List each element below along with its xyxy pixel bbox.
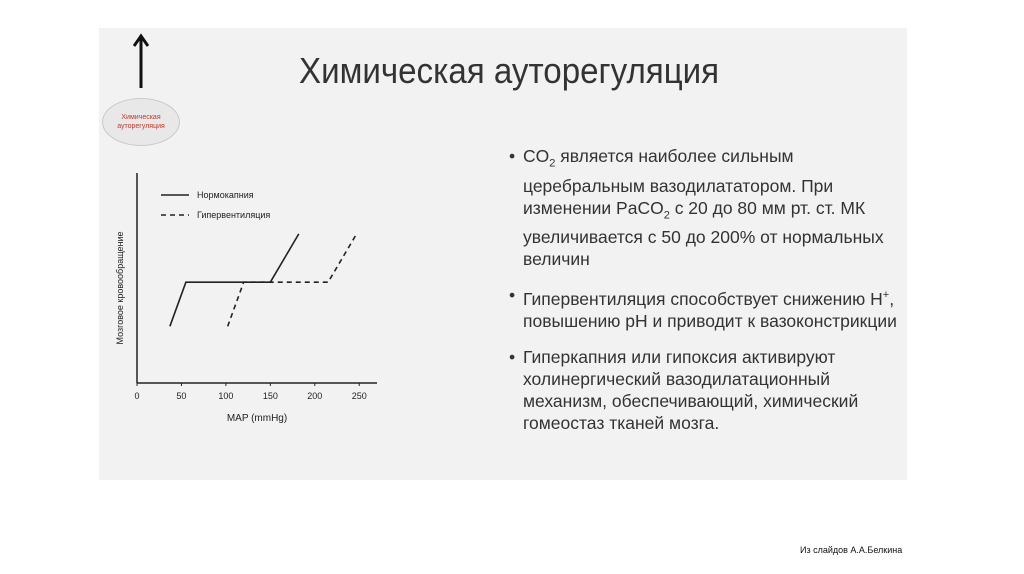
bullet-item-hypercapnia: • Гиперкапния или гипоксия активируют холинергический вазодилатационный механизм, обеспечивающий, химический гомеостаз тканей мозга. [509, 346, 859, 433]
topic-badge [102, 98, 180, 146]
bullet-marker: • [509, 285, 516, 305]
x-tick-label: 100 [218, 391, 234, 401]
source-credit: Из слайдов А.А.Белкина [800, 545, 903, 555]
legend-label-1: Нормокапния [197, 190, 254, 200]
slide-title: Химическая ауторегуляция [299, 50, 720, 91]
x-tick-label: 0 [134, 391, 140, 401]
bullet-list [509, 145, 899, 448]
y-axis-label: Мозговое кровообращение [115, 231, 125, 345]
up-arrow-icon [133, 32, 149, 90]
bullet-item-co2: • $CO_2$ является наиболее сильным церебральным вазодилататором. При изменении PaCO$_2$ с 20 до 80 мм рт. ст. МК увеличивается с 50 до 200% от нормальных величин [509, 146, 884, 269]
autoregulation-chart [109, 163, 399, 438]
bullet-marker: • [509, 146, 516, 166]
x-axis-label: MAP (mmHg) [226, 413, 288, 424]
x-tick-label: 150 [262, 391, 278, 401]
series-line-2 [228, 234, 357, 326]
legend-label-2: Гипервентиляция [197, 210, 271, 220]
slide [99, 28, 907, 480]
bullet-item-hyperventilation: • Гипервентиляция способствует снижению H+, повышению pH и приводит к вазоконстрикции [509, 285, 897, 331]
series-line-1 [170, 234, 299, 326]
x-tick-label: 250 [351, 391, 367, 401]
x-tick-label: 200 [307, 391, 323, 401]
x-tick-label: 50 [176, 391, 187, 401]
topic-badge-text: Химическая ауторегуляция [117, 114, 165, 130]
bullet-marker: • [509, 346, 516, 367]
